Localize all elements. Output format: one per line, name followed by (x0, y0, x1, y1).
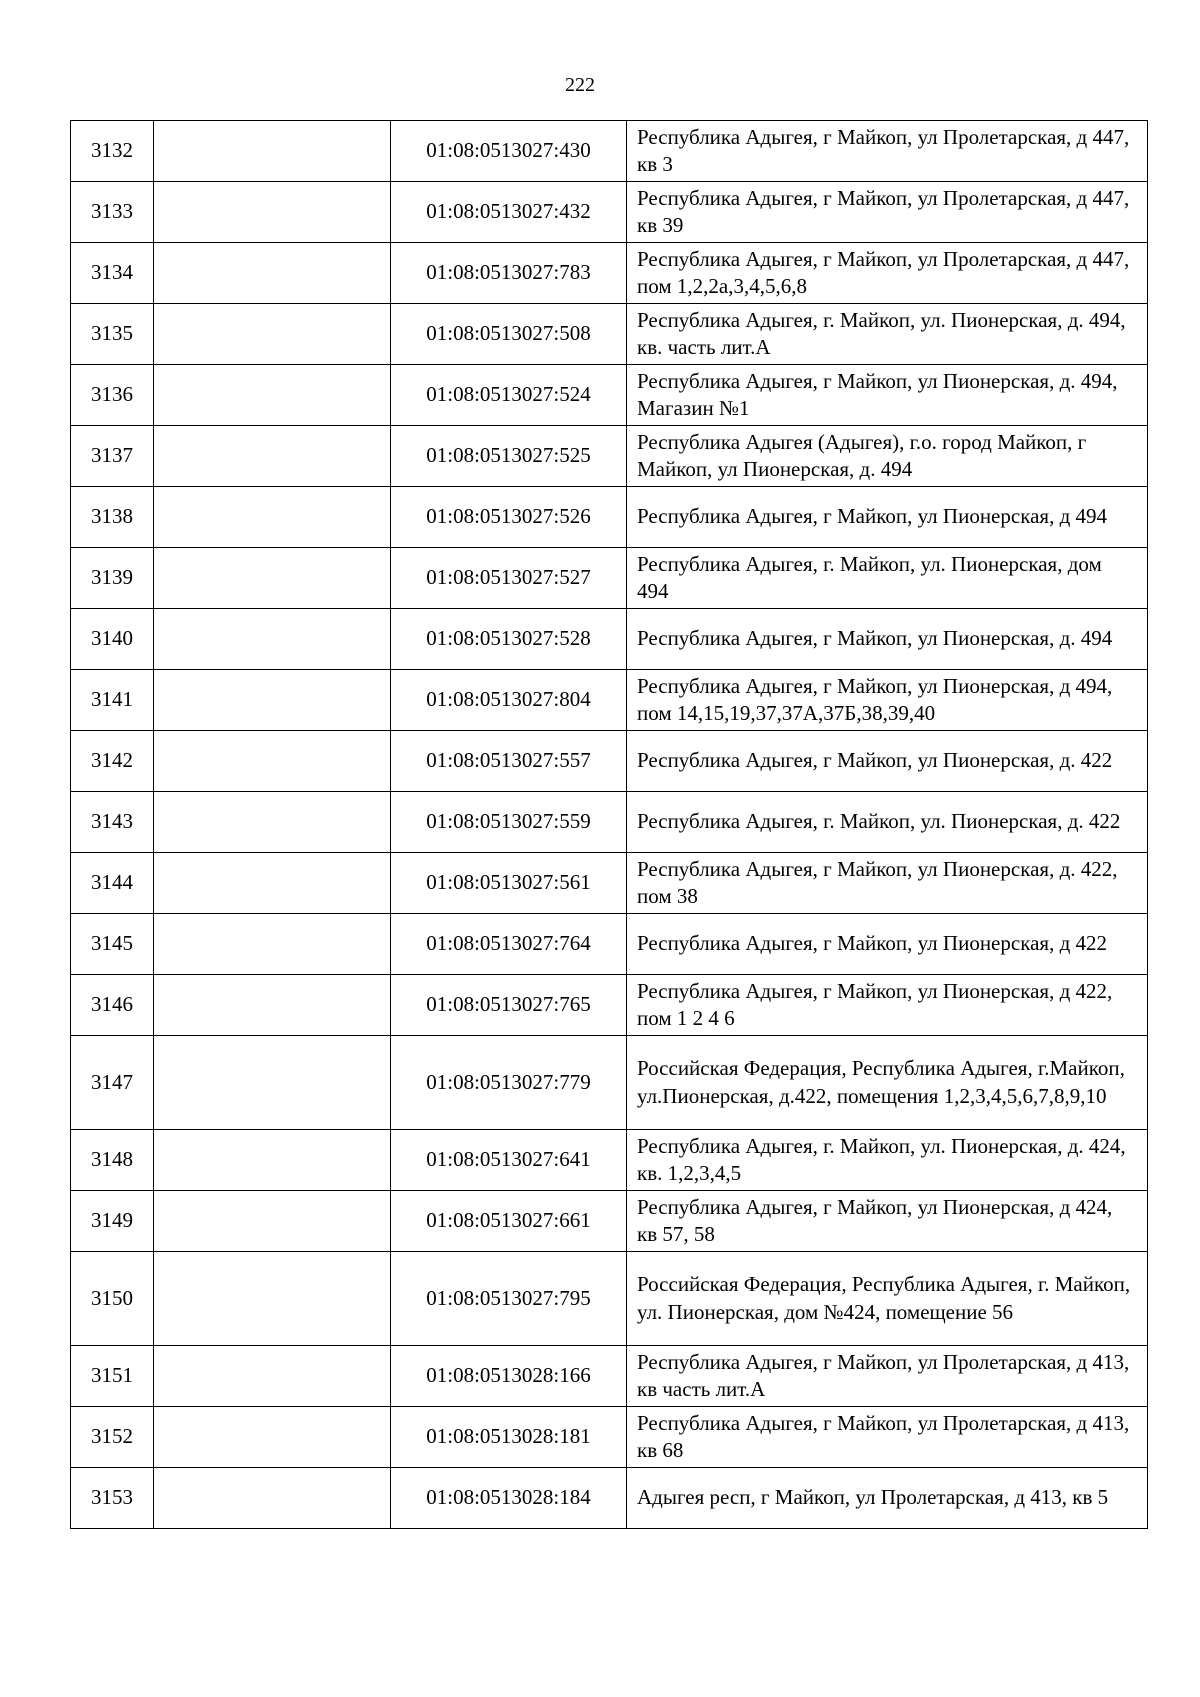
owner-cell (154, 548, 391, 609)
table-row (71, 365, 1148, 426)
owner-cell (154, 1036, 391, 1130)
address-cell: Республика Адыгея, г Майкоп, ул Пионерская, д. 494 (627, 609, 1148, 670)
owner-cell (154, 426, 391, 487)
cadastral-number-cell: 01:08:0513027:508 (391, 304, 627, 365)
row-number-cell: 3149 (71, 1191, 154, 1252)
address-cell: Республика Адыгея, г. Майкоп, ул. Пионерская, д. 494, кв. часть лит.А (627, 304, 1148, 365)
address-cell: Республика Адыгея, г Майкоп, ул Пролетарская, д 447, кв 3 (627, 121, 1148, 182)
table-row (71, 304, 1148, 365)
address-cell: Республика Адыгея, г Майкоп, ул Пионерская, д 424, кв 57, 58 (627, 1191, 1148, 1252)
address-cell: Адыгея респ, г Майкоп, ул Пролетарская, д 413, кв 5 (627, 1468, 1148, 1529)
table-row (71, 670, 1148, 731)
table-row (71, 487, 1148, 548)
row-number-cell: 3143 (71, 792, 154, 853)
cadastral-number-cell: 01:08:0513027:526 (391, 487, 627, 548)
row-number-cell: 3138 (71, 487, 154, 548)
registry-table (70, 120, 1148, 1529)
cadastral-number-cell: 01:08:0513027:804 (391, 670, 627, 731)
table-row (71, 731, 1148, 792)
table-row (71, 121, 1148, 182)
row-number-cell: 3137 (71, 426, 154, 487)
owner-cell (154, 1407, 391, 1468)
row-number-cell: 3153 (71, 1468, 154, 1529)
cadastral-number-cell: 01:08:0513027:795 (391, 1252, 627, 1346)
owner-cell (154, 121, 391, 182)
row-number-cell: 3136 (71, 365, 154, 426)
cadastral-number-cell: 01:08:0513027:661 (391, 1191, 627, 1252)
table-row (71, 792, 1148, 853)
owner-cell (154, 792, 391, 853)
cadastral-number-cell: 01:08:0513027:783 (391, 243, 627, 304)
page-number: 222 (565, 74, 595, 96)
owner-cell (154, 243, 391, 304)
address-cell: Российская Федерация, Республика Адыгея, г. Майкоп, ул. Пионерская, дом №424, помещение 56 (627, 1252, 1148, 1346)
address-cell: Республика Адыгея, г Майкоп, ул Пионерская, д 494, пом 14,15,19,37,37А,37Б,38,39,40 (627, 670, 1148, 731)
row-number-cell: 3151 (71, 1346, 154, 1407)
address-cell: Республика Адыгея, г Майкоп, ул Пролетарская, д 413, кв 68 (627, 1407, 1148, 1468)
owner-cell (154, 487, 391, 548)
address-cell: Республика Адыгея, г. Майкоп, ул. Пионерская, д. 424, кв. 1,2,3,4,5 (627, 1130, 1148, 1191)
cadastral-number-cell: 01:08:0513027:765 (391, 975, 627, 1036)
table-row (71, 426, 1148, 487)
table-row (71, 182, 1148, 243)
address-cell: Республика Адыгея, г Майкоп, ул Пролетарская, д 447, кв 39 (627, 182, 1148, 243)
table-row (71, 1252, 1148, 1346)
owner-cell (154, 1191, 391, 1252)
table-row (71, 853, 1148, 914)
owner-cell (154, 609, 391, 670)
owner-cell (154, 1130, 391, 1191)
cadastral-number-cell: 01:08:0513028:166 (391, 1346, 627, 1407)
registry-table-body (71, 121, 1148, 1529)
address-cell: Республика Адыгея, г Майкоп, ул Пролетарская, д 413, кв часть лит.А (627, 1346, 1148, 1407)
address-cell: Республика Адыгея, г Майкоп, ул Пролетарская, д 447, пом 1,2,2а,3,4,5,6,8 (627, 243, 1148, 304)
row-number-cell: 3132 (71, 121, 154, 182)
table-row (71, 975, 1148, 1036)
cadastral-number-cell: 01:08:0513027:528 (391, 609, 627, 670)
owner-cell (154, 304, 391, 365)
row-number-cell: 3150 (71, 1252, 154, 1346)
cadastral-number-cell: 01:08:0513027:527 (391, 548, 627, 609)
cadastral-number-cell: 01:08:0513027:430 (391, 121, 627, 182)
cadastral-number-cell: 01:08:0513027:641 (391, 1130, 627, 1191)
address-cell: Республика Адыгея, г. Майкоп, ул. Пионерская, дом 494 (627, 548, 1148, 609)
owner-cell (154, 1252, 391, 1346)
table-row (71, 1130, 1148, 1191)
cadastral-number-cell: 01:08:0513027:432 (391, 182, 627, 243)
address-cell: Республика Адыгея, г Майкоп, ул Пионерская, д 422 (627, 914, 1148, 975)
address-cell: Республика Адыгея, г Майкоп, ул Пионерская, д. 494, Магазин №1 (627, 365, 1148, 426)
owner-cell (154, 182, 391, 243)
table-row (71, 548, 1148, 609)
cadastral-number-cell: 01:08:0513027:561 (391, 853, 627, 914)
address-cell: Республика Адыгея, г Майкоп, ул Пионерская, д 494 (627, 487, 1148, 548)
table-row (71, 1407, 1148, 1468)
row-number-cell: 3145 (71, 914, 154, 975)
address-cell: Республика Адыгея, г Майкоп, ул Пионерская, д. 422, пом 38 (627, 853, 1148, 914)
owner-cell (154, 914, 391, 975)
table-row (71, 1346, 1148, 1407)
cadastral-number-cell: 01:08:0513027:524 (391, 365, 627, 426)
table-row (71, 914, 1148, 975)
table-row (71, 1191, 1148, 1252)
owner-cell (154, 1346, 391, 1407)
address-cell: Российская Федерация, Республика Адыгея, г.Майкоп, ул.Пионерская, д.422, помещения 1,2,3,4,5,6,7,8,9,10 (627, 1036, 1148, 1130)
owner-cell (154, 670, 391, 731)
owner-cell (154, 853, 391, 914)
row-number-cell: 3133 (71, 182, 154, 243)
cadastral-number-cell: 01:08:0513027:559 (391, 792, 627, 853)
cadastral-number-cell: 01:08:0513027:525 (391, 426, 627, 487)
cadastral-number-cell: 01:08:0513028:181 (391, 1407, 627, 1468)
owner-cell (154, 365, 391, 426)
table-row (71, 243, 1148, 304)
cadastral-number-cell: 01:08:0513027:779 (391, 1036, 627, 1130)
address-cell: Республика Адыгея, г. Майкоп, ул. Пионерская, д. 422 (627, 792, 1148, 853)
row-number-cell: 3152 (71, 1407, 154, 1468)
address-cell: Республика Адыгея (Адыгея), г.о. город Майкоп, г Майкоп, ул Пионерская, д. 494 (627, 426, 1148, 487)
address-cell: Республика Адыгея, г Майкоп, ул Пионерская, д. 422 (627, 731, 1148, 792)
row-number-cell: 3146 (71, 975, 154, 1036)
row-number-cell: 3142 (71, 731, 154, 792)
row-number-cell: 3147 (71, 1036, 154, 1130)
cadastral-number-cell: 01:08:0513027:557 (391, 731, 627, 792)
row-number-cell: 3134 (71, 243, 154, 304)
cadastral-number-cell: 01:08:0513028:184 (391, 1468, 627, 1529)
row-number-cell: 3148 (71, 1130, 154, 1191)
table-row (71, 1468, 1148, 1529)
row-number-cell: 3139 (71, 548, 154, 609)
row-number-cell: 3144 (71, 853, 154, 914)
owner-cell (154, 1468, 391, 1529)
row-number-cell: 3140 (71, 609, 154, 670)
row-number-cell: 3141 (71, 670, 154, 731)
table-row (71, 1036, 1148, 1130)
owner-cell (154, 731, 391, 792)
row-number-cell: 3135 (71, 304, 154, 365)
address-cell: Республика Адыгея, г Майкоп, ул Пионерская, д 422, пом 1 2 4 6 (627, 975, 1148, 1036)
owner-cell (154, 975, 391, 1036)
table-row (71, 609, 1148, 670)
cadastral-number-cell: 01:08:0513027:764 (391, 914, 627, 975)
